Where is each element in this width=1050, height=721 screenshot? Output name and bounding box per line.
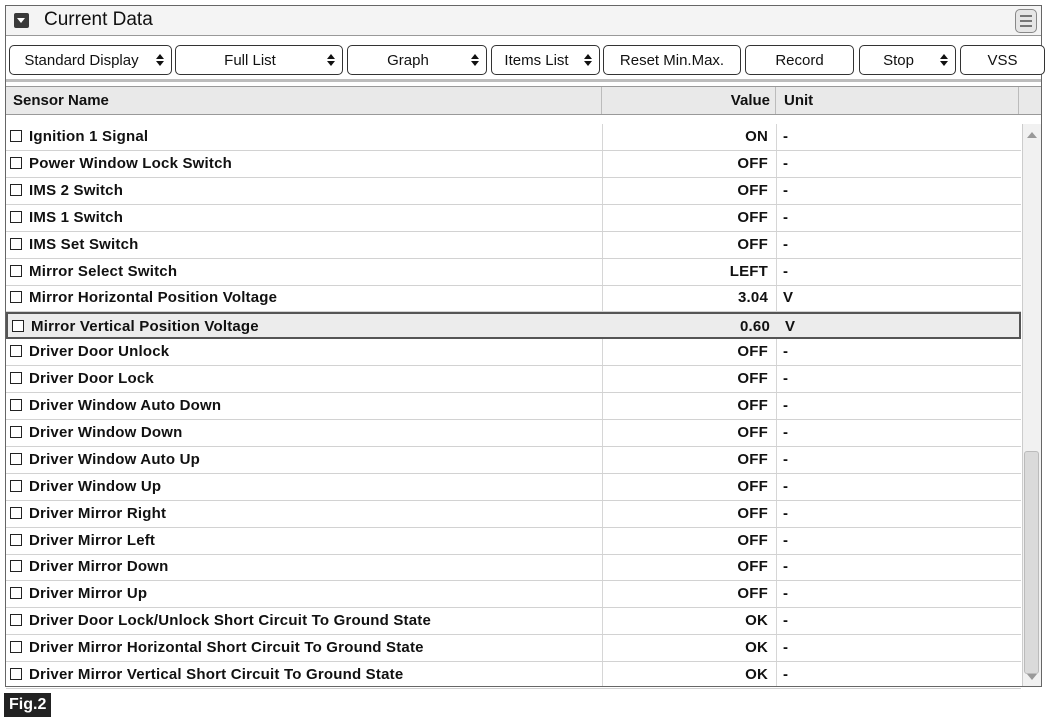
scroll-up-icon[interactable] [1027,132,1037,138]
row-checkbox[interactable] [10,587,22,599]
sensor-value: OFF [737,423,768,441]
sensor-name: IMS Set Switch [29,235,139,253]
column-header-sensor-name[interactable]: Sensor Name [6,87,602,114]
sensor-value: OFF [737,181,768,199]
row-checkbox[interactable] [10,130,22,142]
updown-arrows-icon [326,53,336,67]
sensor-table-body [6,124,1023,686]
row-checkbox[interactable] [10,668,22,680]
row-checkbox[interactable] [10,291,22,303]
table-row[interactable] [6,554,1021,581]
updown-arrows-icon [939,53,949,67]
table-row[interactable] [6,124,1021,151]
sensor-name: Driver Window Auto Down [29,397,222,414]
sensor-value: OFF [737,343,768,361]
sensor-unit: - [783,504,789,522]
row-checkbox[interactable] [10,453,22,465]
sensor-name: Driver Door Lock/Unlock Short Circuit To Ground State [29,612,432,630]
table-row[interactable] [6,474,1021,501]
table-row[interactable] [6,232,1021,259]
sensor-value: OFF [737,208,768,226]
sensor-value: OFF [737,370,768,388]
table-row[interactable] [6,366,1021,393]
updown-arrows-icon [155,53,165,67]
toolbar [6,42,1041,82]
sensor-name: Driver Mirror Left [29,531,156,549]
sensor-unit: - [783,181,789,199]
row-checkbox[interactable] [10,265,22,277]
stop-button[interactable] [859,45,956,75]
panel-titlebar [6,6,1041,36]
sensor-unit: - [783,235,789,253]
sensor-unit: - [783,262,789,280]
table-row[interactable] [6,662,1021,689]
sensor-value: OFF [737,154,768,172]
sensor-name: Driver Door Unlock [29,343,170,361]
full-list-button[interactable] [175,45,343,75]
table-row[interactable] [6,339,1021,366]
row-checkbox[interactable] [10,480,22,492]
button-label: Standard Display [24,51,139,69]
row-checkbox[interactable] [10,345,22,357]
sensor-value: 0.60 [740,318,770,336]
button-label: VSS [987,51,1018,69]
sensor-name: Driver Mirror Down [29,558,169,576]
sensor-name: Driver Mirror Vertical Short Circuit To Ground State [29,666,404,683]
vertical-scrollbar[interactable] [1022,124,1041,686]
sensor-value: OFF [737,235,768,253]
row-checkbox[interactable] [10,560,22,572]
sensor-name: Power Window Lock Switch [29,154,233,172]
table-row[interactable] [6,312,1021,339]
sensor-unit: - [783,639,789,657]
sensor-name: Driver Window Down [29,423,183,441]
standard-display-button[interactable] [9,45,172,75]
column-header-value[interactable]: Value [602,87,776,114]
sensor-value: OFF [737,397,768,414]
table-row[interactable] [6,420,1021,447]
table-row[interactable] [6,635,1021,662]
button-label: Items List [504,51,569,69]
sensor-name: Driver Window Auto Up [29,450,201,468]
table-row[interactable] [6,259,1021,286]
sensor-name: Driver Mirror Up [29,585,148,603]
record-button[interactable] [745,45,854,75]
updown-arrows-icon [470,53,480,67]
reset-min-max-button[interactable] [603,45,741,75]
button-label: Reset Min.Max. [619,51,725,69]
figure-label: Fig.2 [4,693,51,717]
sensor-value: OK [745,612,768,630]
button-label: Graph [387,51,429,69]
table-row[interactable] [6,447,1021,474]
menu-icon[interactable] [1015,9,1037,33]
sensor-unit: - [783,666,789,683]
sensor-unit: V [785,318,796,336]
sensor-value: OFF [737,558,768,576]
table-row[interactable] [6,285,1021,312]
collapse-toggle-icon[interactable] [14,13,29,28]
sensor-name: Mirror Vertical Position Voltage [31,318,259,336]
sensor-unit: - [783,423,789,441]
sensor-name: IMS 1 Switch [29,208,124,226]
sensor-value: ON [745,128,768,145]
sensor-unit: V [783,289,794,307]
sensor-unit: - [783,128,789,145]
sensor-value: OFF [737,450,768,468]
table-row[interactable] [6,608,1021,635]
table-row[interactable] [6,528,1021,555]
sensor-unit: - [783,612,789,630]
sensor-unit: - [783,450,789,468]
sensor-value: OFF [737,477,768,495]
sensor-unit: - [783,397,789,414]
scrollbar-thumb[interactable] [1024,451,1039,674]
row-checkbox[interactable] [10,372,22,384]
row-checkbox[interactable] [10,238,22,250]
sensor-value: OK [745,639,768,657]
table-row[interactable] [6,205,1021,232]
button-label: Stop [883,51,914,69]
table-row[interactable] [6,581,1021,608]
sensor-value: LEFT [729,262,768,280]
sensor-unit: - [783,477,789,495]
vss-button[interactable] [960,45,1045,75]
table-row[interactable] [6,393,1021,420]
row-checkbox[interactable] [12,320,24,332]
items-list-button[interactable] [491,45,600,75]
sensor-unit: - [783,370,789,388]
sensor-name: Mirror Horizontal Position Voltage [29,289,278,307]
sensor-name: Mirror Select Switch [29,262,178,280]
sensor-name: Driver Mirror Horizontal Short Circuit To Ground State [29,639,424,657]
sensor-unit: - [783,343,789,361]
row-checkbox[interactable] [10,399,22,411]
sensor-unit: - [783,531,789,549]
sensor-value: OK [745,666,768,683]
sensor-unit: - [783,208,789,226]
row-checkbox[interactable] [10,507,22,519]
row-checkbox[interactable] [10,211,22,223]
row-checkbox[interactable] [10,184,22,196]
sensor-unit: - [783,558,789,576]
sensor-unit: - [783,154,789,172]
sensor-name: Driver Mirror Right [29,504,167,522]
row-checkbox[interactable] [10,534,22,546]
scroll-down-icon[interactable] [1027,674,1037,680]
sensor-value: 3.04 [738,289,768,307]
row-checkbox[interactable] [10,157,22,169]
table-row[interactable] [6,178,1021,205]
column-header-unit[interactable]: Unit [776,87,1019,114]
table-header [6,86,1041,115]
panel-title: Current Data [44,9,153,30]
row-checkbox[interactable] [10,641,22,653]
sensor-value: OFF [737,504,768,522]
table-row[interactable] [6,501,1021,528]
table-row[interactable] [6,151,1021,178]
sensor-name: Driver Window Up [29,477,162,495]
sensor-unit: - [783,585,789,603]
button-label: Record [775,51,824,69]
sensor-value: OFF [737,531,768,549]
sensor-name: Ignition 1 Signal [29,128,149,145]
sensor-name: IMS 2 Switch [29,181,124,199]
updown-arrows-icon [583,53,593,67]
sensor-name: Driver Door Lock [29,370,154,388]
sensor-value: OFF [737,585,768,603]
graph-button[interactable] [347,45,487,75]
current-data-panel [5,5,1042,687]
row-checkbox[interactable] [10,614,22,626]
row-checkbox[interactable] [10,426,22,438]
button-label: Full List [224,51,276,69]
